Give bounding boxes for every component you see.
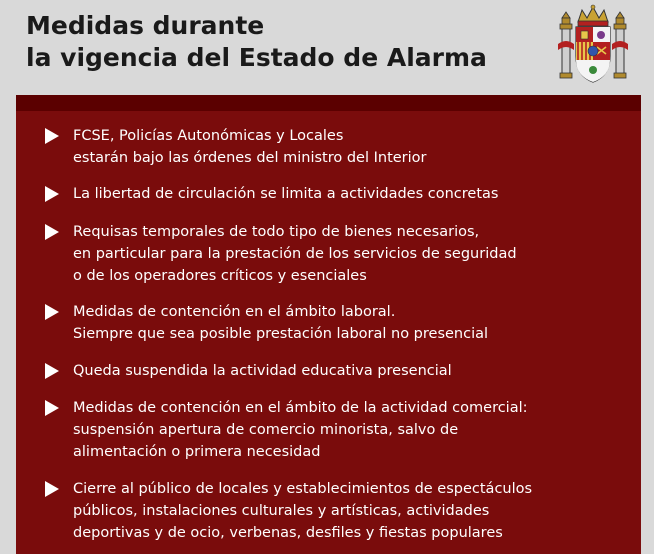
spain-coat-of-arms-icon <box>556 4 630 86</box>
list-item-text: Requisas temporales de todo tipo de bienes necesarios, en particular para la prestación de los servicios de seguridad o de los operadores críticos y esenciales <box>73 224 517 284</box>
list-item-text: Queda suspendida la actividad educativa presencial <box>73 363 452 379</box>
triangle-bullet-icon <box>45 363 59 379</box>
triangle-bullet-icon <box>45 128 59 144</box>
list-item-text: La libertad de circulación se limita a actividades concretas <box>73 186 499 202</box>
list-item-text: Medidas de contención en el ámbito de la actividad comercial: suspensión apertura de comercio minorista, salvo de alimentación o primera necesidad <box>73 400 528 460</box>
page-title <box>26 10 487 74</box>
list-item-text: Medidas de contención en el ámbito laboral. Siempre que sea posible prestación laboral no presencial <box>73 304 489 342</box>
measures-panel <box>16 95 641 554</box>
triangle-bullet-icon <box>45 224 59 240</box>
triangle-bullet-icon <box>45 304 59 320</box>
list-item-text: FCSE, Policías Autonómicas y Locales estarán bajo las órdenes del ministro del Interior <box>73 128 427 166</box>
title-line-1: Medidas durante <box>26 11 265 40</box>
panel-top-band <box>16 95 641 111</box>
triangle-bullet-icon <box>45 400 59 416</box>
triangle-bullet-icon <box>45 481 59 497</box>
triangle-bullet-icon <box>45 186 59 202</box>
title-line-2: la vigencia del Estado de Alarma <box>26 43 487 72</box>
list-item-text: Cierre al público de locales y establecimientos de espectáculos públicos, instalaciones culturales y artísticas, actividades deportivas y de ocio, verbenas, desfiles y fiestas populares <box>73 481 533 541</box>
